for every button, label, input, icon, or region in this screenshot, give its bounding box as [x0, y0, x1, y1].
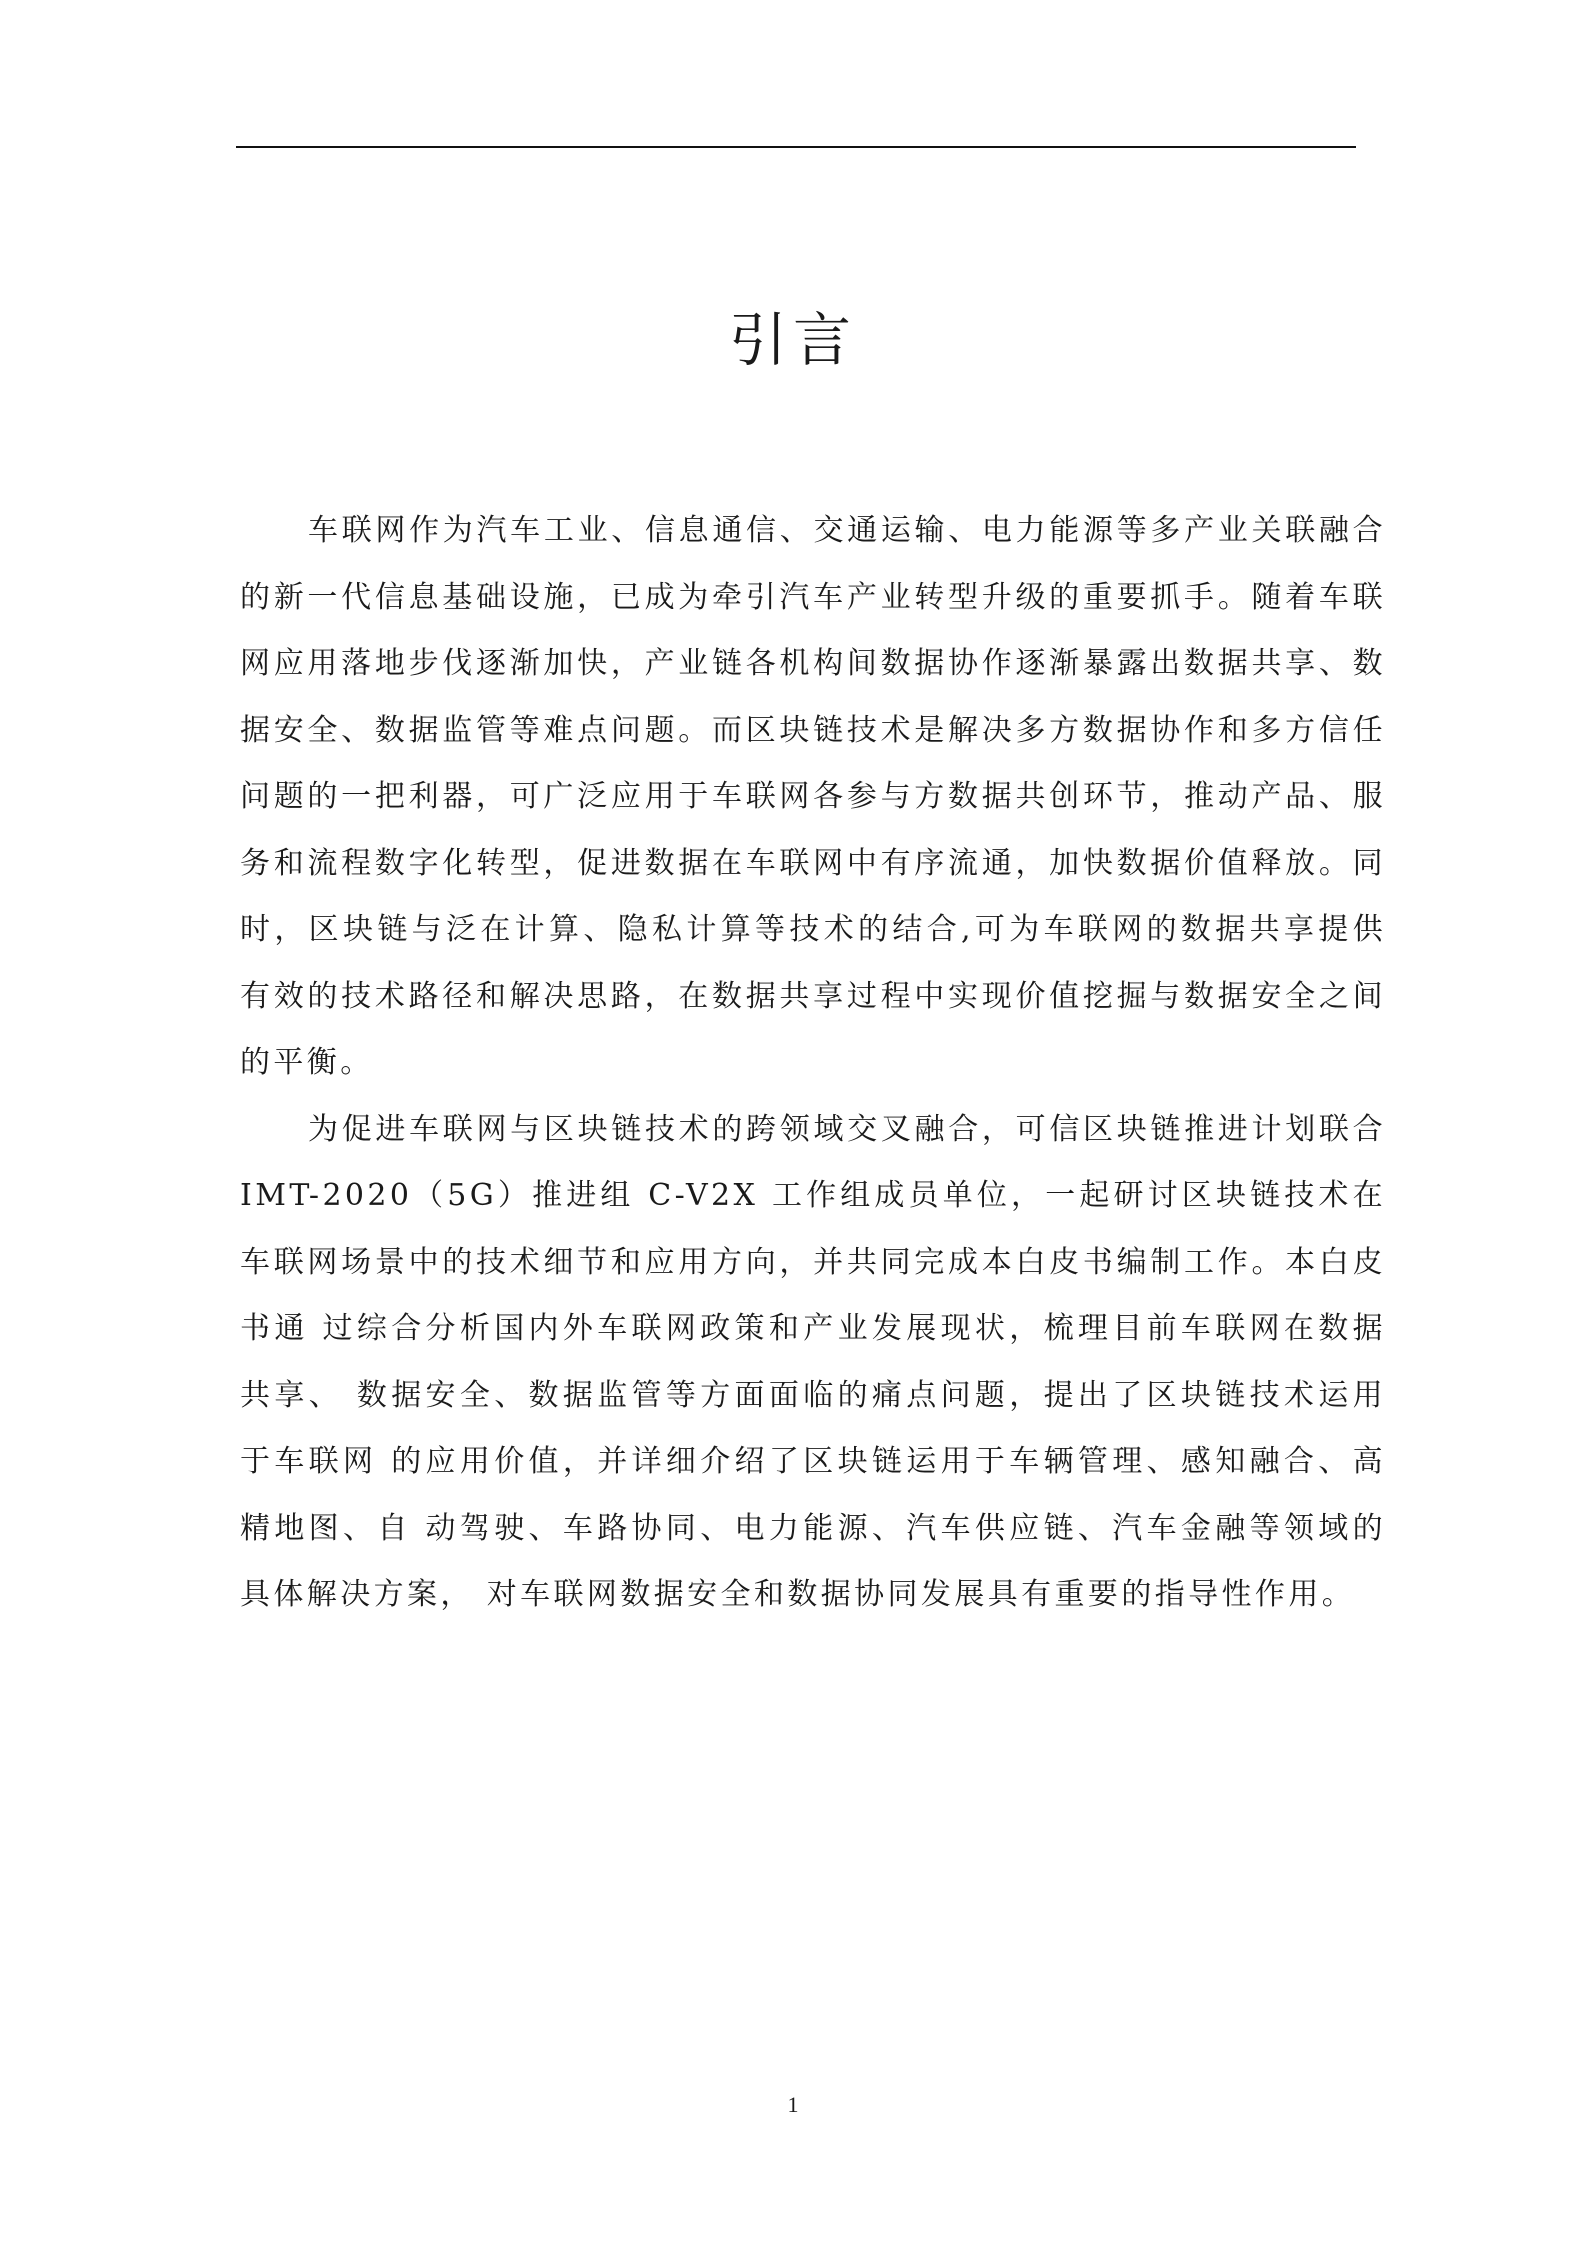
page-number: 1: [787, 2092, 799, 2117]
intro-paragraph-2: 为促进车联网与区块链技术的跨领域交叉融合，可信区块链推进计划联合 IMT-2020（5G）推进组 C-V2X 工作组成员单位，一起研讨区块链技术在车联网场景中的技术细节和应用方向，并共同完成本白皮书编制工作。本白皮书通 过综合分析国内外车联网政策和产业发展现状，梳理目前车联网在数据共享、 数据安全、数据监管等方面面临的痛点问题，提出了区块链技术运用于车联网 的应用价值，并详细介绍了区块链运用于车辆管理、感知融合、高精地图、自 动驾驶、车路协同、电力能源、汽车供应链、汽车金融等领域的具体解决方案， 对车联网数据安全和数据协同发展具有重要的指导性作用。: [240, 1111, 1386, 1612]
body-text: [240, 498, 1386, 1629]
intro-paragraph-1: 车联网作为汽车工业、信息通信、交通运输、电力能源等多产业关联融合的新一代信息基础设施，已成为牵引汽车产业转型升级的重要抓手。随着车联网应用落地步伐逐渐加快，产业链各机构间数据协作逐渐暴露出数据共享、数据安全、数据监管等难点问题。而区块链技术是解决多方数据协作和多方信任问题的一把利器，可广泛应用于车联网各参与方数据共创环节，推动产品、服务和流程数字化转型，促进数据在车联网中有序流通，加快数据价值释放。同时，区块链与泛在计算、隐私计算等技术的结合,可为车联网的数据共享提供有效的技术路径和解决思路，在数据共享过程中实现价值挖掘与数据安全之间的平衡。: [240, 513, 1386, 1080]
page-title: 引言: [728, 306, 857, 374]
header-rule: [236, 146, 1356, 148]
